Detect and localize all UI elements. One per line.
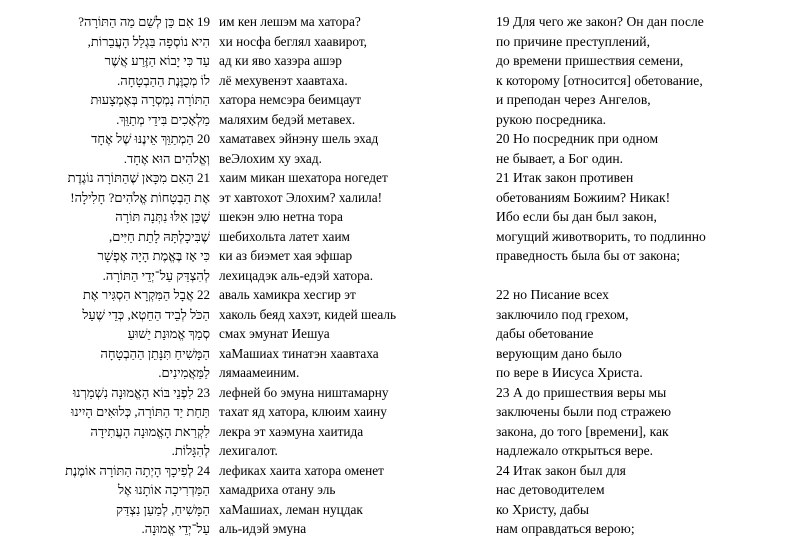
hebrew-line: תַּחַת יַד הַתּוֹרָה, כְּלוּאִים הָיִינוּ xyxy=(71,404,210,419)
hebrew-line: 23 לִפְנֵי בּוֹא הָאֱמוּנָה נִשְׁמַרְנוּ xyxy=(72,384,210,400)
hebrew-line: לְהִצְדַּק עַל־יְדֵי הַתּוֹרָה. xyxy=(102,267,210,283)
russian-line: заключены были под стражею xyxy=(496,404,671,419)
russian-line: по вере в Иисуса Христа. xyxy=(496,365,643,380)
hebrew-line: עַל־יְדֵי אֱמוּנָה. xyxy=(141,521,210,536)
russian-line xyxy=(496,266,796,286)
russian-line: к которому [относится] обетование, xyxy=(496,72,703,88)
hebrew-line: הִיא נוֹסְפָה בִּגְלַל הָעֲבֵרוֹת, xyxy=(87,33,210,49)
hebrew-line: הַמָּשִׁיחַ, לְמַעַן נִצְדַּק xyxy=(116,501,210,517)
transliteration-line: хаим микан шехатора ногедет xyxy=(219,170,388,185)
transliteration-line: лефней бо эмуна ништамарну xyxy=(219,384,389,400)
russian-line: рукою посредника. xyxy=(496,111,607,127)
russian-line: нас детоводителем xyxy=(496,482,605,497)
russian-line: 24 Итак закон был для xyxy=(496,462,626,478)
transliteration-line: хамадриха отану эль xyxy=(219,482,336,497)
transliteration-line: лямаамеиним. xyxy=(219,365,300,380)
transliteration-line: тахат яд хатора, клюим хаину xyxy=(219,404,387,419)
russian-line: нам оправдаться верою; xyxy=(496,521,635,536)
hebrew-line: 22 אֲבָל הַמִּקְרָא הִסְגִּיר אֶת xyxy=(82,287,210,302)
russian-line: 22 но Писание всех xyxy=(496,287,609,302)
hebrew-line: כִּי אָז בֶּאֱמֶת הָיָה אֶפְשָׁר xyxy=(97,248,210,263)
hebrew-line: 19 אִם כֵּן לְשֵׁם מַה הַתּוֹרָה? xyxy=(78,14,210,29)
russian-line: верующим дано было xyxy=(496,345,622,361)
transliteration-line: хаМашиах тинатэн хаавтаха xyxy=(219,345,379,361)
russian-line: не бывает, а Бог один. xyxy=(496,150,624,166)
russian-line: ко Христу, дабы xyxy=(496,501,590,517)
hebrew-line: שֶׁכֵּן אִלּוּ נִתְּנָה תּוֹרָה xyxy=(115,209,210,224)
transliteration-line: маляхим бедэй метавех. xyxy=(219,111,356,127)
russian-line: по причине преступлений, xyxy=(496,33,650,49)
russian-line: праведность была бы от закона; xyxy=(496,248,681,263)
hebrew-line: מַלְאָכִים בִּידֵי מְתַוֵּךְ. xyxy=(116,111,210,127)
hebrew-line: הַתּוֹרָה נִמְסְרָה בְּאֶמְצָעוּת xyxy=(90,92,210,107)
russian-line: 23 А до пришествия веры мы xyxy=(496,384,667,400)
transliteration-line: аваль хамикра хесгир эт xyxy=(219,287,356,302)
transliteration-line: хаматавех эйнэну шель эхад xyxy=(219,131,379,146)
hebrew-text-column xyxy=(0,12,210,539)
transliteration-line: хаколь беяд хахэт, кидей шеаль xyxy=(219,306,397,322)
transliteration-line: лё мехувенэт хаавтаха. xyxy=(219,72,348,88)
transliteration-line: хатора немсэра беимцаут xyxy=(219,92,362,107)
hebrew-line: הַמַּדְרִיכָה אוֹתָנוּ אֶל xyxy=(117,482,210,497)
transliteration-column xyxy=(219,12,481,539)
hebrew-line: לִקְרַאת הָאֱמוּנָה הָעֲתִידָה xyxy=(90,423,210,439)
hebrew-line: לְהִגָּלוֹת. xyxy=(171,443,210,458)
hebrew-line: לַמַּאֲמִינִים. xyxy=(158,365,210,380)
transliteration-line: лефиках хаита хатора оменет xyxy=(219,462,384,478)
transliteration-line: аль-идэй эмуна xyxy=(219,521,307,536)
transliteration-line: им кен лешэм ма хатора? xyxy=(219,14,361,29)
transliteration-line: ад ки яво хазэра ашэр xyxy=(219,53,342,68)
transliteration-line: лехигалот. xyxy=(219,443,278,458)
transliteration-line: ки аз биэмет хая эфшар xyxy=(219,248,353,263)
hebrew-line: וְאֱלֹהִים הוּא אֶחָד. xyxy=(123,150,210,166)
transliteration-line: веЭлохим ху эхад. xyxy=(219,150,322,166)
hebrew-line: אֶת הַבְטָחוֹת אֱלֹהִים? חָלִילָה! xyxy=(70,189,210,205)
hebrew-line: הַמָּשִׁיחַ תִּנָּתֵן הַהַבְטָחָה xyxy=(100,345,210,361)
russian-line: обетованиям Божиим? Никак! xyxy=(496,189,671,205)
russian-line: дабы обетование xyxy=(496,326,594,341)
hebrew-line: 20 הַמְתַוֵּךְ אֵינֶנּוּ שֶׁל אֶחָד xyxy=(91,131,210,146)
hebrew-line: 21 הַאִם מִכָּאן שֶׁהַתּוֹרָה נוֹגֶדֶת xyxy=(67,170,210,185)
russian-line: могущий животворить, то подлинно xyxy=(496,228,706,244)
transliteration-line: шебихольта латет хаим xyxy=(219,228,350,244)
russian-line: 21 Итак закон противен xyxy=(496,170,634,185)
transliteration-line: лекра эт хаэмуна хаитида xyxy=(219,423,364,439)
transliteration-line: шекэн элю нетна тора xyxy=(219,209,343,224)
russian-line: закона, до того [времени], как xyxy=(496,423,669,439)
hebrew-line: שֶׁבִּיכָלְתָּהּ לָתֵת חַיִּים, xyxy=(108,228,210,244)
russian-line: надлежало открыться вере. xyxy=(496,443,654,458)
hebrew-line: לוֹ מְכֻוֶּנֶת הַהַבְטָחָה. xyxy=(117,72,210,88)
transliteration-line: хи носфа беглял хаавирот, xyxy=(219,33,367,49)
hebrew-line: סְמַךְ אֱמוּנַת יֵשׁוּעַ xyxy=(127,326,210,341)
transliteration-line: хаМашиах, леман нуцдак xyxy=(219,501,363,517)
hebrew-line: הַכֹּל לְבֵיד הַחֵטְא, כְּדֵי שֶׁעַל xyxy=(82,306,210,322)
russian-line: 20 Но посредник при одном xyxy=(496,131,659,146)
russian-line: до времени пришествия семени, xyxy=(496,53,684,68)
hebrew-line: 24 לְפִיכָךְ הָיְתָה הַתּוֹרָה אוֹמֶנֶת xyxy=(65,462,210,478)
russian-line: и преподан через Ангелов, xyxy=(496,92,651,107)
russian-line: Ибо если бы дан был закон, xyxy=(496,209,657,224)
russian-translation-column xyxy=(496,12,796,539)
russian-line: заключило под грехом, xyxy=(496,306,629,322)
transliteration-line: эт хавтохот Элохим? халила! xyxy=(219,189,383,205)
russian-line: 19 Для чего же закон? Он дан после xyxy=(496,14,704,29)
transliteration-line: лехицадэк аль-едэй хатора. xyxy=(219,267,374,283)
hebrew-line: עַד כִּי יָבוֹא הַזֶּרַע אֲשֶׁר xyxy=(104,53,210,68)
transliteration-line: смах эмунат Иешуа xyxy=(219,326,330,341)
